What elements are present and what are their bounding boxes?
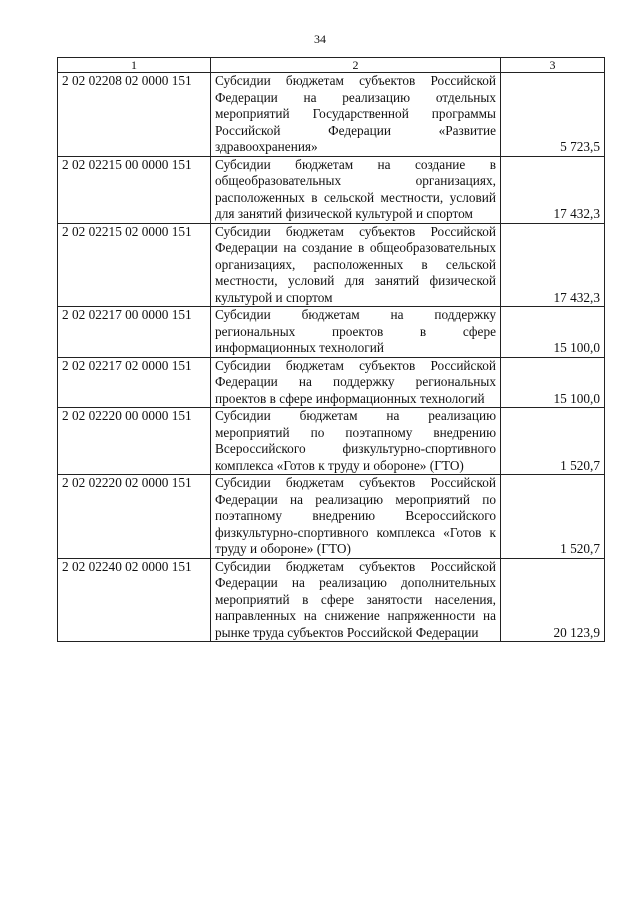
description-cell: Субсидии бюджетам субъектов Российской Федерации на поддержку региональных проектов в сфере информационных технологий [211, 357, 501, 408]
column-header-code: 1 [58, 58, 211, 73]
description-cell: Субсидии бюджетам субъектов Российской Федерации на создание в общеобразовательных организациях, расположенных в сельской местности, условий для занятий физической культурой и спортом [211, 223, 501, 307]
budget-code-cell: 2 02 02208 02 0000 151 [58, 73, 211, 157]
amount-cell: 17 432,3 [501, 156, 605, 223]
page-number: 34 [314, 32, 326, 46]
amount-cell: 15 100,0 [501, 357, 605, 408]
amount-cell: 5 723,5 [501, 73, 605, 157]
budget-code-cell: 2 02 02240 02 0000 151 [58, 558, 211, 642]
table-row [58, 223, 605, 307]
description-cell: Субсидии бюджетам субъектов Российской Федерации на реализацию отдельных мероприятий Государственной программы Российской Федерации «Развитие здравоохранения» [211, 73, 501, 157]
budget-code-cell: 2 02 02215 02 0000 151 [58, 223, 211, 307]
description-cell: Субсидии бюджетам на поддержку региональных проектов в сфере информационных технологий [211, 307, 501, 358]
amount-cell: 1 520,7 [501, 408, 605, 475]
table-row [58, 408, 605, 475]
budget-revenue-table [57, 57, 605, 642]
table-row [58, 357, 605, 408]
table-row [58, 307, 605, 358]
table-header-row [58, 58, 605, 73]
table-row [58, 558, 605, 642]
table-row [58, 156, 605, 223]
budget-code-cell: 2 02 02217 00 0000 151 [58, 307, 211, 358]
amount-cell: 17 432,3 [501, 223, 605, 307]
description-cell: Субсидии бюджетам субъектов Российской Федерации на реализацию дополнительных мероприятий в сфере занятости населения, направленных на снижение напряженности на рынке труда субъектов Российской Федерации [211, 558, 501, 642]
column-header-description: 2 [211, 58, 501, 73]
budget-code-cell: 2 02 02220 00 0000 151 [58, 408, 211, 475]
amount-cell: 1 520,7 [501, 475, 605, 559]
amount-cell: 20 123,9 [501, 558, 605, 642]
budget-code-cell: 2 02 02215 00 0000 151 [58, 156, 211, 223]
description-cell: Субсидии бюджетам на создание в общеобразовательных организациях, расположенных в сельской местности, условий для занятий физической культурой и спортом [211, 156, 501, 223]
budget-code-cell: 2 02 02220 02 0000 151 [58, 475, 211, 559]
budget-code-cell: 2 02 02217 02 0000 151 [58, 357, 211, 408]
description-cell: Субсидии бюджетам субъектов Российской Федерации на реализацию мероприятий по поэтапному внедрению Всероссийского физкультурно-спортивного комплекса «Готов к труду и обороне» (ГТО) [211, 475, 501, 559]
amount-cell: 15 100,0 [501, 307, 605, 358]
table-row [58, 73, 605, 157]
description-cell: Субсидии бюджетам на реализацию мероприятий по поэтапному внедрению Всероссийского физкультурно-спортивного комплекса «Готов к труду и обороне» (ГТО) [211, 408, 501, 475]
column-header-amount: 3 [501, 58, 605, 73]
table-row [58, 475, 605, 559]
